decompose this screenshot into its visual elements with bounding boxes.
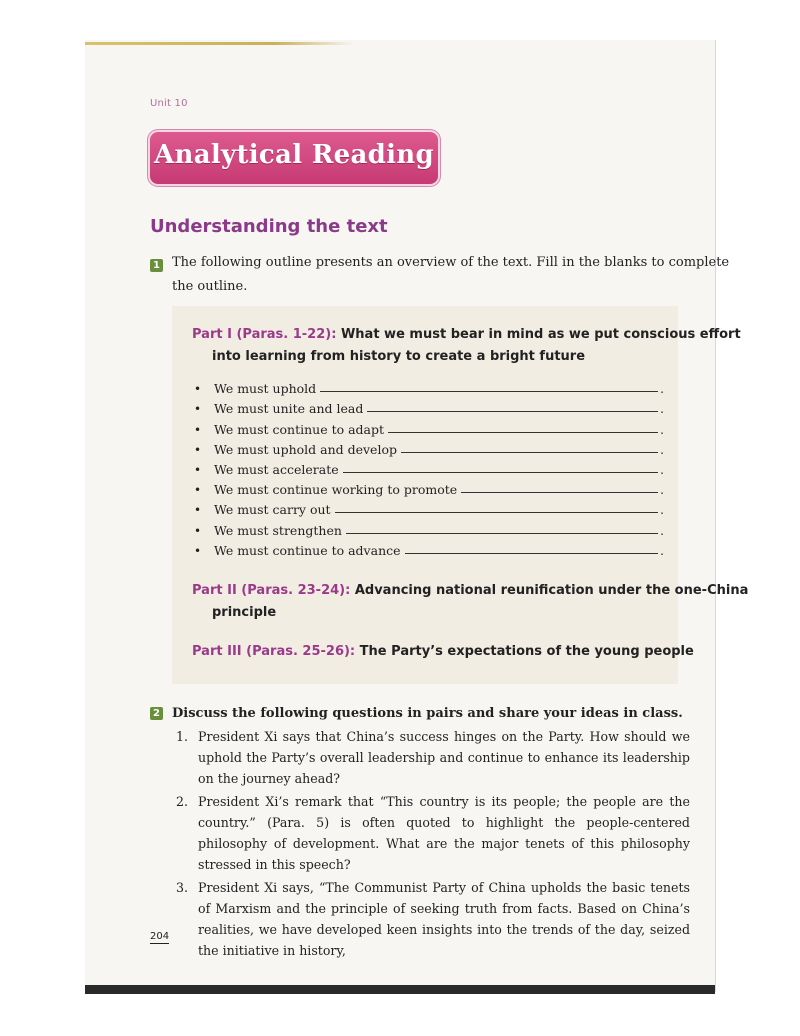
fill-in-blank[interactable] xyxy=(461,491,658,493)
question-text: President Xi’s remark that “This country is its people; the people are the country.” (Para. 5) is often quoted to highlight the people-centered philosophy of development. What are the major tenets of this philosophy stressed in this speech? xyxy=(198,794,690,872)
outline-bullet-item: • We must continue working to promote . xyxy=(194,482,664,498)
outline-bullet-item: • We must carry out . xyxy=(194,502,664,518)
bullet-label: We must continue to advance xyxy=(214,542,401,558)
fill-in-blank[interactable] xyxy=(405,552,659,554)
outline-part-1 xyxy=(192,324,741,368)
bullet-label: We must carry out xyxy=(214,502,331,518)
outline-bullet-item: • We must unite and lead . xyxy=(194,401,664,417)
fill-in-blank[interactable] xyxy=(320,390,658,392)
outline-bullet-list xyxy=(194,376,664,558)
part-3-label: Part III (Paras. 25-26): xyxy=(192,644,356,659)
section-title: Understanding the text xyxy=(150,216,388,237)
part-2-text-line1: Advancing national reunification under the one-China xyxy=(354,583,749,598)
bullet-label: We must uphold xyxy=(214,381,317,397)
part-2-label: Part II (Paras. 23-24): xyxy=(192,583,351,598)
bullet-label: We must continue to adapt xyxy=(214,421,385,437)
bottom-binding-edge xyxy=(85,985,715,994)
part-1-text-line2: into learning from history to create a bright future xyxy=(212,349,586,364)
outline-bullet-item: • We must uphold . xyxy=(194,381,664,397)
top-decorative-rule xyxy=(85,42,355,45)
bullet-label: We must uphold and develop xyxy=(214,441,397,457)
outline-part-3 xyxy=(192,641,694,663)
discussion-question xyxy=(176,726,690,789)
bullet-label: We must accelerate xyxy=(214,461,339,477)
part-3-text: The Party’s expectations of the young people xyxy=(359,644,694,659)
question-text: President Xi says that China’s success hinges on the Party. How should we uphold the Party’s overall leadership and continue to enhance its leadership on the journey ahead? xyxy=(198,729,690,786)
question-number: 2. xyxy=(176,794,189,809)
question-2 xyxy=(150,704,690,961)
part-1-text-line1: What we must bear in mind as we put conscious effort xyxy=(340,327,741,342)
discussion-question xyxy=(176,877,690,961)
discussion-question xyxy=(176,791,690,875)
page-number: 204 xyxy=(150,931,170,942)
question-2-heading: Discuss the following questions in pairs and share your ideas in class. xyxy=(172,706,683,721)
fill-in-blank[interactable] xyxy=(346,532,658,534)
fill-in-blank[interactable] xyxy=(388,431,658,433)
outline-bullet-item: • We must accelerate . xyxy=(194,461,664,477)
fill-in-blank[interactable] xyxy=(335,511,659,513)
question-text: President Xi says, “The Communist Party of China upholds the basic tenets of Marxism and the principle of seeking truth from facts. Based on China’s realities, we have developed keen insights into the trends of the day, seized the initiative in history, xyxy=(198,880,690,958)
unit-label: Unit 10 xyxy=(150,98,188,109)
bullet-label: We must strengthen xyxy=(214,522,342,538)
banner-title: Analytical Reading xyxy=(154,140,434,170)
part-2-text-line2: principle xyxy=(212,605,277,620)
outline-part-2 xyxy=(192,580,748,624)
question-2-number-badge: 2 xyxy=(150,707,163,720)
question-number: 1. xyxy=(176,729,189,744)
fill-in-blank[interactable] xyxy=(367,410,658,412)
question-1-number-badge: 1 xyxy=(150,259,163,272)
bullet-label: We must unite and lead xyxy=(214,401,364,417)
fill-in-blank[interactable] xyxy=(343,471,659,473)
question-1-text-line1: The following outline presents an overview of the text. Fill in the blanks to complete xyxy=(172,255,730,270)
question-number: 3. xyxy=(176,880,189,895)
part-1-label: Part I (Paras. 1-22): xyxy=(192,327,337,342)
fill-in-blank[interactable] xyxy=(401,451,658,453)
question-1-text-line2: the outline. xyxy=(172,279,248,294)
outline-bullet-item: • We must strengthen . xyxy=(194,522,664,538)
bullet-label: We must continue working to promote xyxy=(214,482,458,498)
section-banner xyxy=(150,132,438,184)
outline-bullet-item: • We must continue to adapt . xyxy=(194,421,664,437)
outline-bullet-item: • We must continue to advance . xyxy=(194,542,664,558)
outline-bullet-item: • We must uphold and develop . xyxy=(194,441,664,457)
